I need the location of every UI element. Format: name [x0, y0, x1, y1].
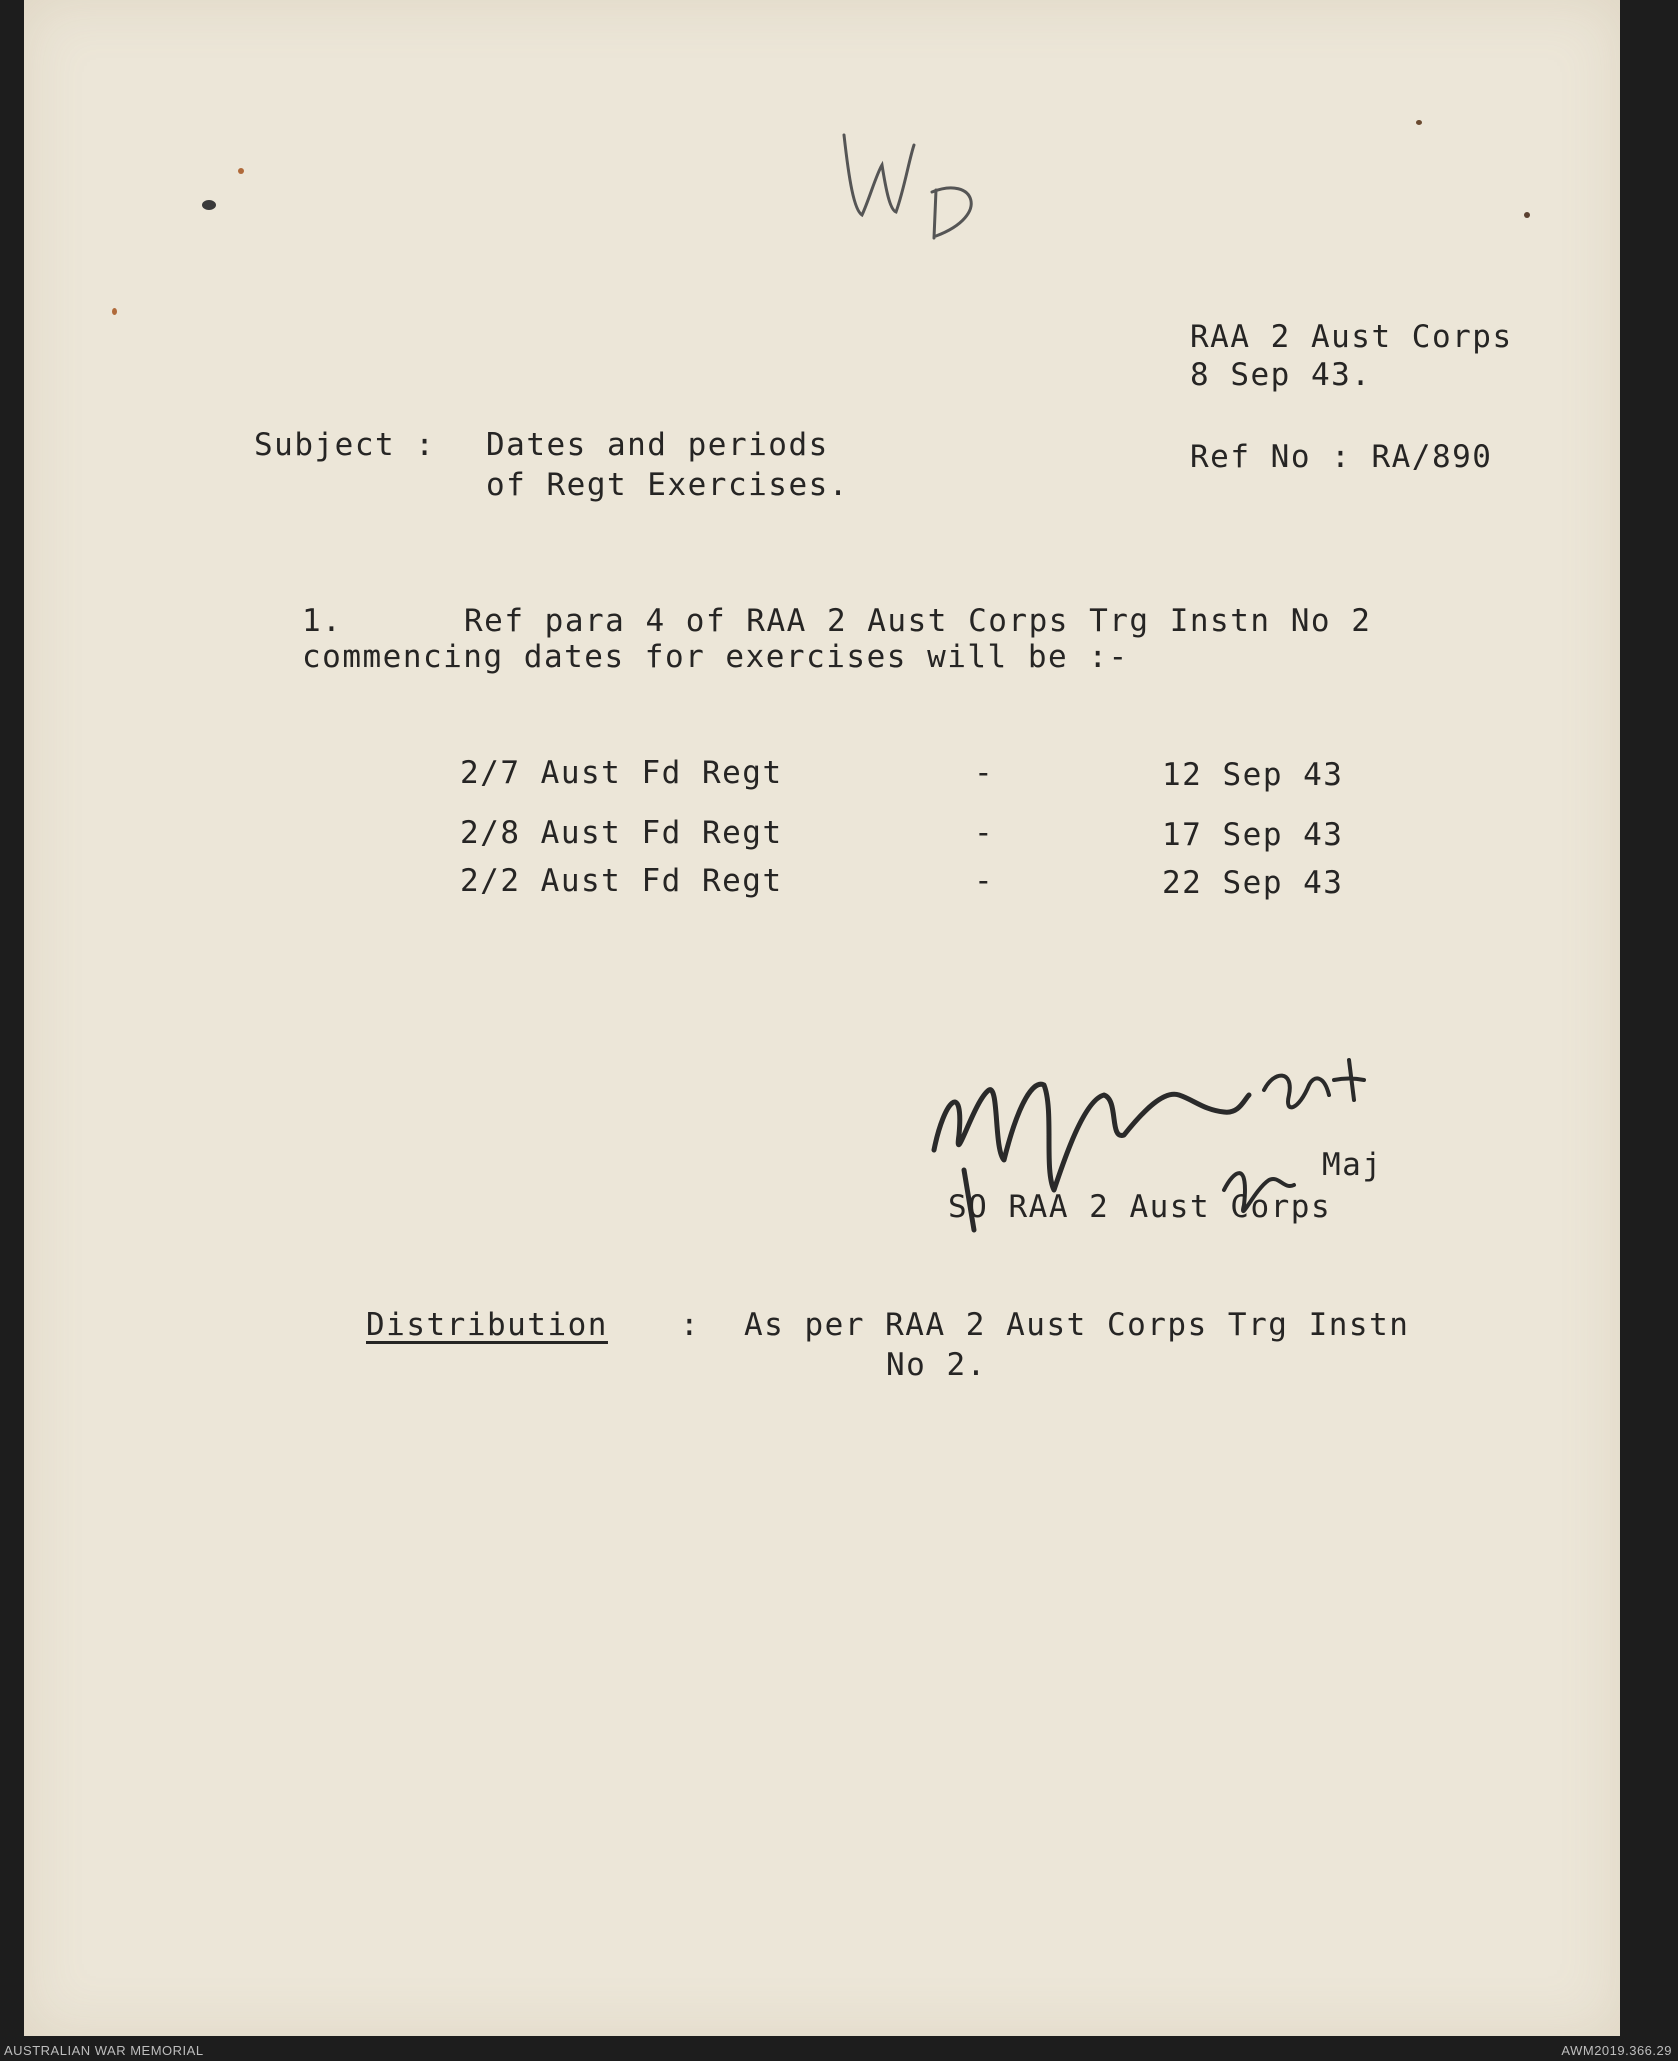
exercise-dash: -	[974, 755, 995, 791]
distribution-separator: :	[680, 1307, 701, 1343]
header-ref: Ref No : RA/890	[1190, 439, 1493, 475]
punch-mark	[202, 200, 216, 210]
exercise-row	[24, 754, 1620, 794]
distribution-label: Distribution	[366, 1307, 608, 1343]
paragraph-line-2: commencing dates for exercises will be :-	[302, 639, 1129, 675]
subject-line-1: Dates and periods	[486, 427, 829, 463]
handwritten-wd-mark	[824, 120, 1024, 250]
distribution-line-1: As per RAA 2 Aust Corps Trg Instn	[744, 1307, 1410, 1343]
exercise-dash: -	[974, 815, 995, 851]
rust-spot	[238, 168, 244, 174]
header-date: 8 Sep 43.	[1190, 357, 1372, 393]
rust-spot	[112, 308, 117, 315]
subject-label: Subject :	[254, 427, 436, 463]
exercise-regiment: 2/7 Aust Fd Regt	[460, 755, 783, 791]
exercise-date: 12 Sep 43	[1162, 757, 1344, 793]
subject-line-2: of Regt Exercises.	[486, 467, 849, 503]
rust-spot	[1416, 120, 1422, 125]
paragraph-line-1: Ref para 4 of RAA 2 Aust Corps Trg Instn No 2	[464, 603, 1372, 639]
exercise-row	[24, 862, 1620, 902]
exercise-regiment: 2/2 Aust Fd Regt	[460, 863, 783, 899]
exercise-regiment: 2/8 Aust Fd Regt	[460, 815, 783, 851]
paper-sheet	[24, 0, 1620, 2036]
footer-left: AUSTRALIAN WAR MEMORIAL	[4, 2043, 204, 2058]
exercise-row	[24, 814, 1620, 854]
exercise-date: 22 Sep 43	[1162, 865, 1344, 901]
signature-rank: Maj	[1322, 1147, 1383, 1183]
footer-right: AWM2019.366.29	[1561, 2043, 1672, 2058]
signature-title: SO RAA 2 Aust Corps	[948, 1189, 1332, 1225]
distribution-line-2: No 2.	[886, 1347, 987, 1383]
rust-spot	[1524, 212, 1530, 218]
paragraph-number: 1.	[302, 603, 343, 639]
header-unit: RAA 2 Aust Corps	[1190, 319, 1513, 355]
exercise-date: 17 Sep 43	[1162, 817, 1344, 853]
exercise-dash: -	[974, 863, 995, 899]
